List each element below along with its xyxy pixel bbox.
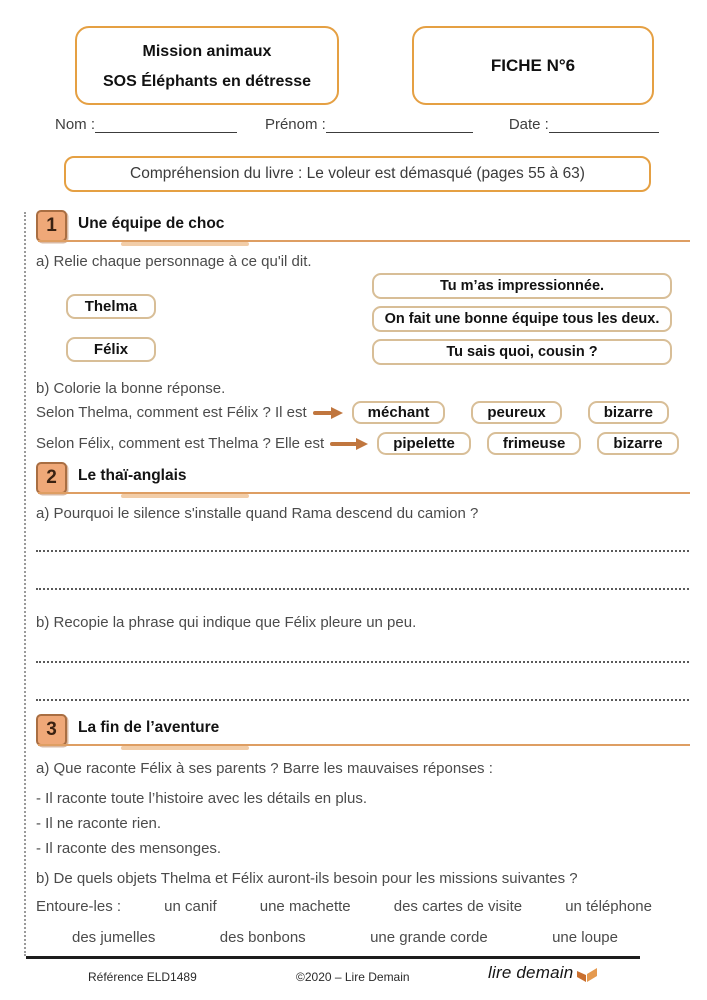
section-2-number-badge: 2 (36, 462, 67, 494)
answer-line-4[interactable] (36, 699, 689, 701)
entoure-label: Entoure-les : (36, 898, 122, 915)
prenom-input-line[interactable] (326, 116, 474, 133)
section-1-underline-highlight (121, 242, 249, 246)
question-row-felix (36, 432, 679, 455)
answer-line-1[interactable] (36, 550, 689, 552)
section-2-title: Le thaï-anglais (78, 467, 187, 484)
comprehension-banner (64, 156, 651, 192)
option-peureux[interactable]: peureux (471, 401, 561, 424)
question-felix-text: Selon Félix, comment est Thelma ? Elle est (36, 435, 325, 452)
option-frimeuse[interactable]: frimeuse (487, 432, 582, 455)
section-3-header (36, 714, 690, 750)
nom-label: Nom : (55, 116, 96, 133)
circle-item-machette[interactable]: une machette (259, 898, 351, 915)
circle-item-canif[interactable]: un canif (164, 898, 217, 915)
matching-area (66, 272, 672, 367)
publisher-logo-text: lire demain (488, 963, 574, 982)
section-1-number-badge: 1 (36, 210, 67, 242)
circle-item-jumelles[interactable]: des jumelles (72, 929, 156, 946)
circle-item-loupe[interactable]: une loupe (552, 929, 618, 946)
open-book-icon (575, 965, 599, 982)
section-3-number-badge: 3 (36, 714, 67, 746)
question-row-thelma (36, 401, 669, 424)
section-2-underline-highlight (121, 494, 249, 498)
section-3-question-a: a) Que raconte Félix à ses parents ? Barre les mauvaises réponses : (36, 760, 493, 777)
identity-row (55, 116, 659, 133)
publisher-logo (488, 963, 599, 983)
arrow-right-icon (313, 407, 343, 419)
option-pipelette[interactable]: pipelette (377, 432, 471, 455)
prenom-label: Prénom : (264, 116, 326, 133)
book-title-box (75, 26, 339, 105)
section-3-underline-highlight (121, 746, 249, 750)
section-3-question-b: b) De quels objets Thelma et Félix auront-ils besoin pour les missions suivantes ? (36, 870, 578, 887)
circle-items-row-2 (72, 929, 618, 946)
option-bizarre-2[interactable]: bizarre (597, 432, 678, 455)
section-2-header (36, 462, 690, 498)
strike-option-1[interactable]: - Il raconte toute l’histoire avec les détails en plus. (36, 790, 368, 807)
character-box-felix[interactable]: Félix (66, 337, 156, 362)
quote-box-1[interactable]: Tu m’as impressionnée. (372, 273, 672, 299)
section-1-header (36, 210, 690, 246)
comprehension-banner-text: Compréhension du livre : Le voleur est démasqué (pages 55 à 63) (130, 165, 585, 182)
section-1-question-a: a) Relie chaque personnage à ce qu'il dit. (36, 253, 312, 270)
fiche-number-label: FICHE N°6 (490, 55, 576, 75)
option-mechant[interactable]: méchant (352, 401, 446, 424)
book-title-line1: Mission animaux (142, 43, 272, 60)
quote-box-2[interactable]: On fait une bonne équipe tous les deux. (372, 306, 672, 332)
fiche-number-box (412, 26, 654, 105)
nom-input-line[interactable] (95, 116, 237, 133)
header-row (75, 26, 654, 105)
arrow-right-icon (330, 438, 368, 450)
strike-option-3[interactable]: - Il raconte des mensonges. (36, 840, 222, 857)
question-thelma-text: Selon Thelma, comment est Félix ? Il est (36, 404, 307, 421)
section-1-question-b: b) Colorie la bonne réponse. (36, 380, 226, 397)
footer-reference: Référence ELD1489 (88, 970, 197, 984)
character-box-thelma[interactable]: Thelma (66, 294, 156, 319)
circle-item-cartes[interactable]: des cartes de visite (393, 898, 523, 915)
circle-item-corde[interactable]: une grande corde (370, 929, 488, 946)
date-input-line[interactable] (549, 116, 659, 133)
footer-rule (26, 956, 640, 959)
strike-option-2[interactable]: - Il ne raconte rien. (36, 815, 162, 832)
footer-copyright: ©2020 – Lire Demain (296, 970, 410, 984)
answer-line-2[interactable] (36, 588, 689, 590)
book-title-line2: SOS Éléphants en détresse (102, 72, 312, 90)
section-3-title: La fin de l’aventure (78, 719, 220, 736)
quote-box-3[interactable]: Tu sais quoi, cousin ? (372, 339, 672, 365)
circle-item-bonbons[interactable]: des bonbons (219, 929, 306, 946)
left-margin-dotted-rule (24, 212, 26, 956)
date-label: Date : (508, 116, 549, 133)
option-bizarre-1[interactable]: bizarre (588, 401, 669, 424)
section-2-question-b: b) Recopie la phrase qui indique que Félix pleure un peu. (36, 614, 417, 631)
answer-line-3[interactable] (36, 661, 689, 663)
section-1-title: Une équipe de choc (78, 215, 225, 232)
circle-item-telephone[interactable]: un téléphone (565, 898, 652, 915)
circle-items-row-1 (36, 898, 652, 915)
section-2-question-a: a) Pourquoi le silence s'installe quand Rama descend du camion ? (36, 505, 479, 522)
